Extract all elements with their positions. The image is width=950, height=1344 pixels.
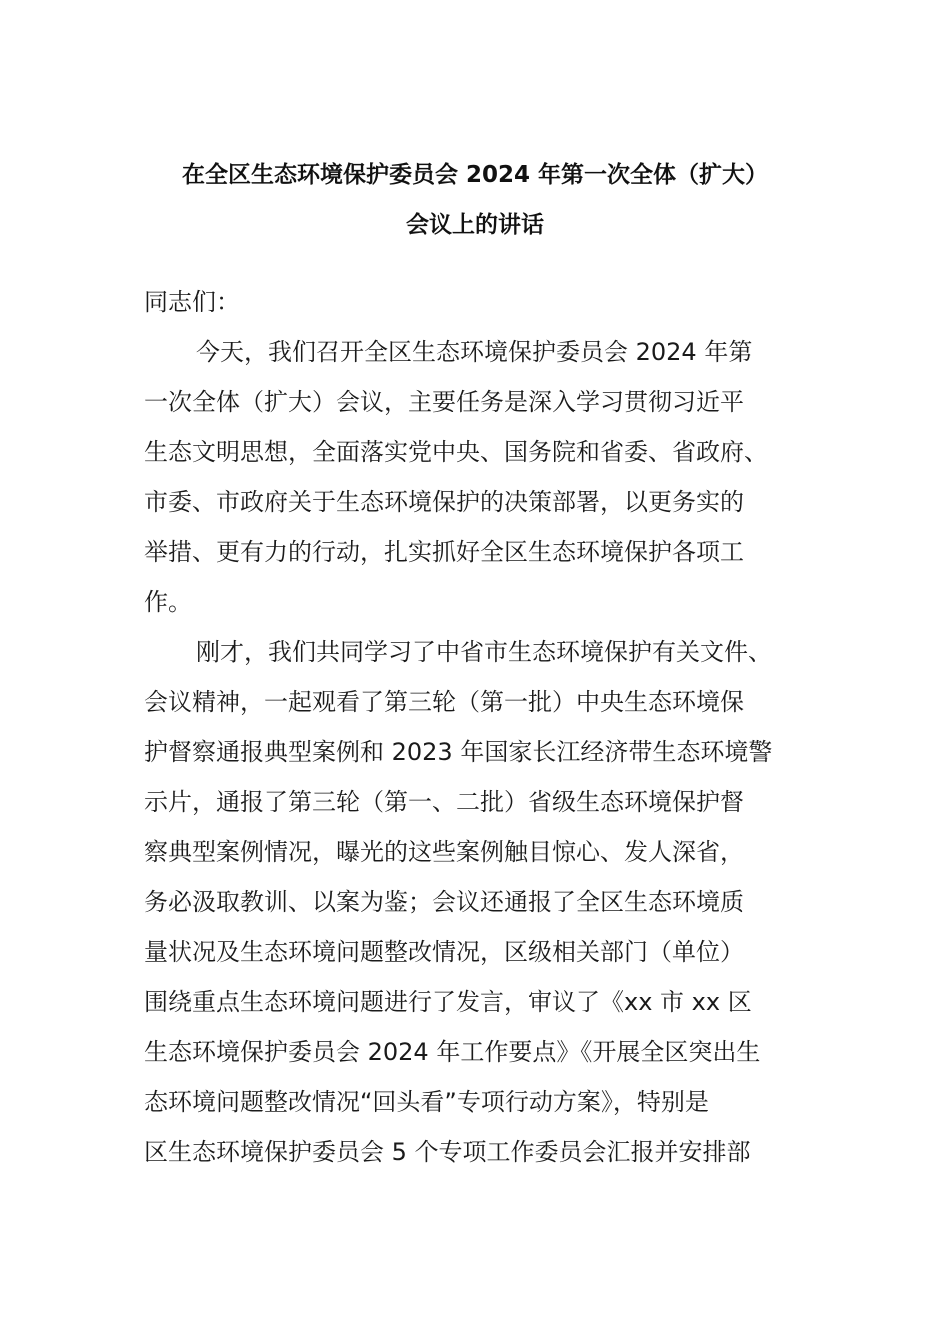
paragraph-line: 作。 <box>144 588 192 616</box>
salutation: 同志们： <box>144 288 240 316</box>
paragraph-line: 护督察通报典型案例和 2023 年国家长江经济带生态环境警 <box>144 738 773 766</box>
paragraph-line: 示片，通报了第三轮（第一、二批）省级生态环境保护督 <box>144 788 744 816</box>
paragraph-line: 刚才，我们共同学习了中省市生态环境保护有关文件、 <box>196 638 772 666</box>
paragraph-line: 围绕重点生态环境问题进行了发言，审议了《xx 市 xx 区 <box>144 988 752 1016</box>
paragraph-line: 生态环境保护委员会 2024 年工作要点》《开展全区突出生 <box>144 1038 761 1066</box>
paragraph-line: 市委、市政府关于生态环境保护的决策部署，以更务实的 <box>144 488 744 516</box>
paragraph-1 <box>144 327 824 627</box>
paragraph-line: 今天，我们召开全区生态环境保护委员会 2024 年第 <box>196 338 753 366</box>
paragraph-line: 一次全体（扩大）会议，主要任务是深入学习贯彻习近平 <box>144 388 744 416</box>
paragraph-line: 务必汲取教训、以案为鉴；会议还通报了全区生态环境质 <box>144 888 744 916</box>
paragraph-line: 举措、更有力的行动，扎实抓好全区生态环境保护各项工 <box>144 538 744 566</box>
paragraph-line: 生态文明思想，全面落实党中央、国务院和省委、省政府、 <box>144 438 768 466</box>
title-line-1: 在全区生态环境保护委员会 2024 年第一次全体（扩大） <box>181 162 769 188</box>
paragraph-line: 会议精神，一起观看了第三轮（第一批）中央生态环境保 <box>144 688 744 716</box>
document-body <box>144 277 824 1177</box>
title-line-2: 会议上的讲话 <box>406 212 544 238</box>
paragraph-line: 态环境问题整改情况“回头看”专项行动方案》，特别是 <box>144 1088 709 1116</box>
paragraph-line: 察典型案例情况，曝光的这些案例触目惊心、发人深省， <box>144 838 744 866</box>
document-title <box>100 150 850 250</box>
paragraph-2 <box>144 627 824 1177</box>
paragraph-line: 区生态环境保护委员会 5 个专项工作委员会汇报并安排部 <box>144 1138 751 1166</box>
paragraph-line: 量状况及生态环境问题整改情况，区级相关部门（单位） <box>144 938 744 966</box>
